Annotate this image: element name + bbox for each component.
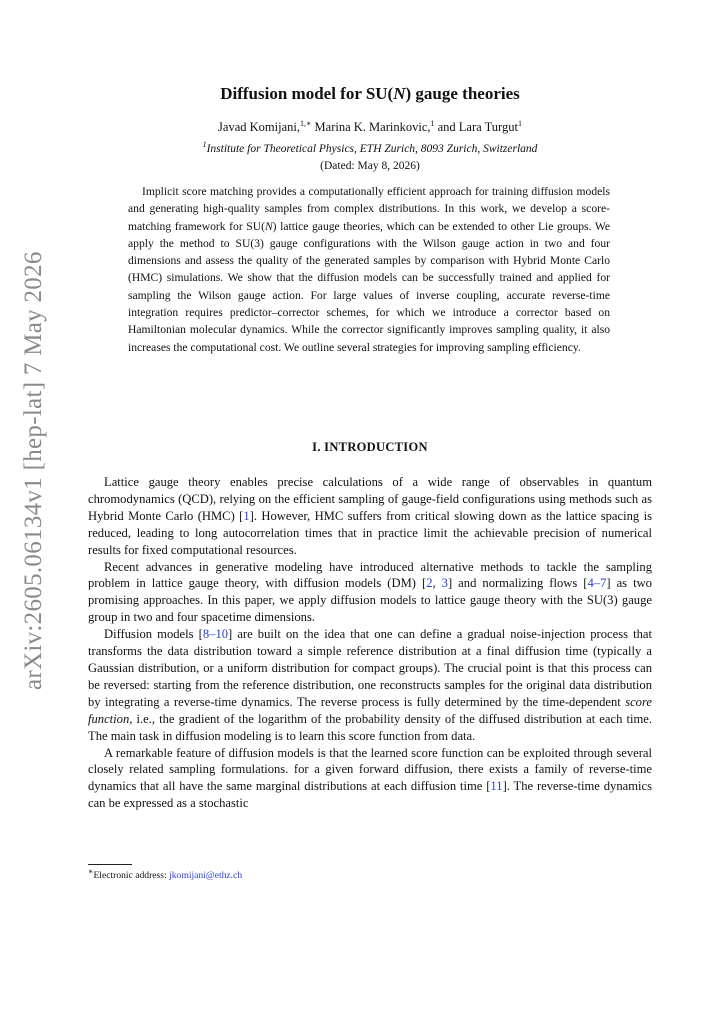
paper-title: Diffusion model for SU(N) gauge theories <box>220 84 520 103</box>
email-link[interactable]: jkomijani@ethz.ch <box>169 870 243 881</box>
citation-link[interactable]: 3 <box>441 576 448 591</box>
author-komijani: Javad Komijani, <box>218 120 300 134</box>
section-heading-introduction: I. INTRODUCTION <box>312 440 428 454</box>
citation-link[interactable]: 4–7 <box>587 576 607 591</box>
paragraph-4: A remarkable feature of diffusion models is that the learned score function can be exploited through several closely related sampling formulations. for a given forward diffusion, there exists a family of reverse-time dynamics that all have the same marginal distributions at each diffusion time [11]. The reverse-time dynamics can be expressed as a stochastic <box>88 745 652 811</box>
citation-link[interactable]: 1 <box>243 508 250 523</box>
introduction-body <box>88 474 652 812</box>
paragraph-1: Lattice gauge theory enables precise calculations of a wide range of observables in quantum chromodynamics (QCD), relying on the efficient sampling of gauge-field configurations using methods such as Hybrid Monte Carlo (HMC) [1]. However, HMC suffers from critical slowing down as the lattice spacing is reduced, leading to long autocorrelation times that in practice limit the achievable precision of numerical results for fixed computational resources. <box>88 475 652 557</box>
paragraph-2: Recent advances in generative modeling have introduced alternative methods to tackle the sampling problem in lattice gauge theory, with diffusion models (DM) [2, 3] and normalizing flows [4–7] as two promising approaches. In this paper, we apply diffusion models to lattice gauge theory with the SU(3) gauge group in two and four spacetime dimensions. <box>88 559 652 625</box>
author-list: Javad Komijani,$^{1,∗}$ Marina K. Marinkovic,$^1$ and Lara Turgut$^1$ <box>218 118 522 134</box>
citation-link[interactable]: 2 <box>426 576 433 591</box>
affiliation: $^1$Institute for Theoretical Physics, ETH Zurich, 8093 Zurich, Switzerland <box>202 140 538 155</box>
footnote: ∗Electronic address: jkomijani@ethz.ch <box>88 866 243 881</box>
author-marinkovic: Marina K. Marinkovic, <box>311 120 431 134</box>
date-line: (Dated: May 8, 2026) <box>320 160 420 172</box>
author-turgut: and Lara Turgut <box>434 120 518 134</box>
citation-link[interactable]: 8–10 <box>202 627 229 642</box>
paragraph-3: Diffusion models [8–10] are built on the idea that one can define a gradual noise-injection process that transforms the data distribution toward a simple reference distribution at a final diffusion time (typically a Gaussian distribution, or a uniform distribution for compact groups). The crucial point is that this process can be reversed: starting from the reference distribution, one reconstructs samples for the original data distribution by integrating a reverse-time dynamics. The reverse process is fully determined by the time-dependent score function, i.e., the gradient of the logarithm of the probability density of the diffused distribution at each time. The main task in diffusion modeling is to learn this score function from data. <box>88 627 652 743</box>
footnote-rule <box>88 864 132 865</box>
abstract: Implicit score matching provides a computationally efficient approach for training diffusion models and generating high-quality samples from complex distributions. In this work, we develop a score-matching framework for SU(N) lattice gauge theories, which can be extended to other Lie groups. We apply the method to SU(3) gauge configurations with the Wilson gauge action in two and four dimensions and assess the quality of the generated samples by comparison with Hybrid Monte Carlo (HMC) simulations. We show that the diffusion models can be successfully trained and applied for sampling the Wilson gauge action. For large values of inverse coupling, accurate reverse-time integration requires predictor–corrector schemes, for which we introduce a corrector based on Hamiltonian molecular dynamics. While the corrector significantly improves sampling quality, it also increases the computational cost. We outline several strategies for improving sampling efficiency. <box>128 185 610 354</box>
arxiv-identifier: arXiv:2605.06134v1 [hep-lat] 7 May 2026 <box>20 251 47 690</box>
citation-link[interactable]: 11 <box>490 779 503 794</box>
